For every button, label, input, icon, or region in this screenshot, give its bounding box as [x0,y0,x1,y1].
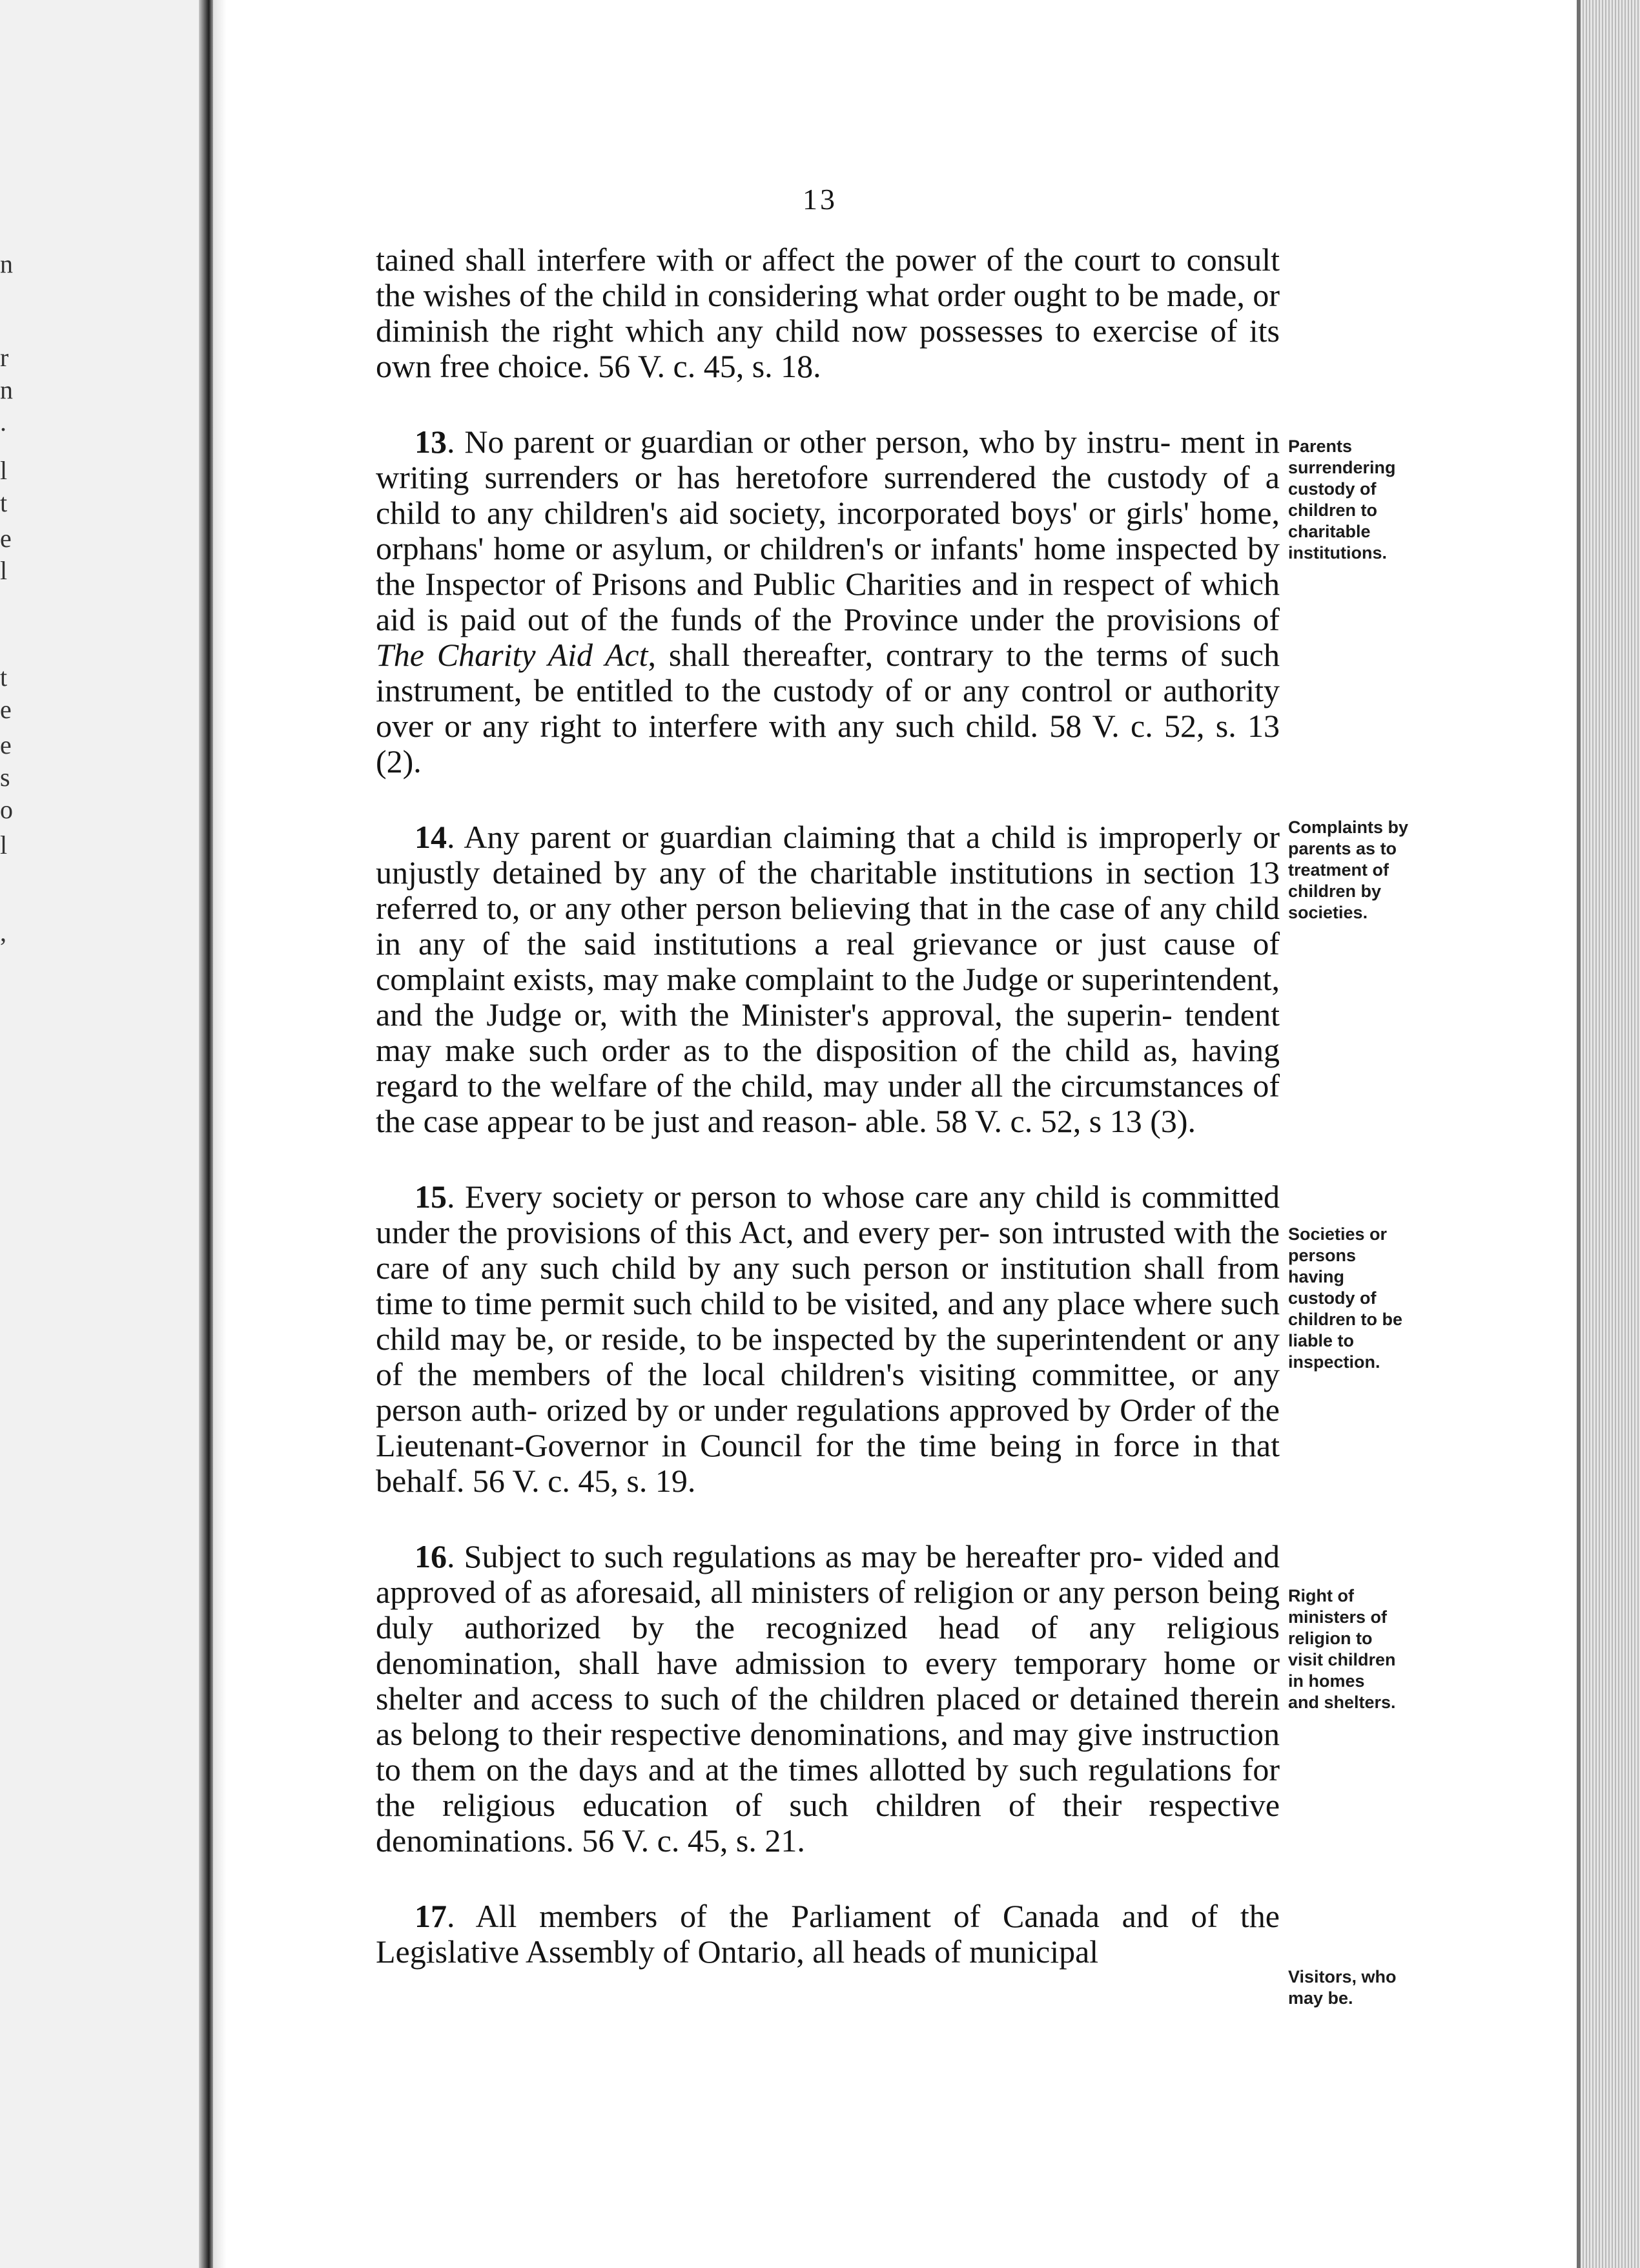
note-line: institutions. [1288,543,1387,562]
text-line: tendent may make such order as to the disposition of the [376,996,1280,1068]
text-line: institutions in section 13 referred to, or any other person [376,854,1280,926]
note-line: in homes [1288,1671,1365,1691]
marginal-note-14 [1288,817,1440,923]
left-edge-letter: l [0,456,8,485]
left-edge-letter: t [0,488,8,517]
section-15 [376,1179,1280,1499]
left-edge-letter: e [0,695,12,724]
left-edge-letter: l [0,556,8,585]
text-line: 56 V. c. 45, s. 21. [582,1822,805,1859]
section-17 [376,1899,1280,1970]
left-edge-letter: , [0,918,6,947]
note-line: children by [1288,881,1382,901]
note-line: persons [1288,1246,1357,1265]
text-line: denominations, and may give instruction to them on the days [376,1716,1280,1788]
text-line: placed or detained therein as belong to their respective [376,1680,1280,1752]
text-line: exists, may make complaint to the Judge or superintendent, [513,961,1280,997]
text-line: all the circumstances of the case appear to be just and reason- [376,1067,1280,1139]
marginal-note-13 [1288,436,1440,564]
marginal-note-16 [1288,1585,1440,1713]
note-line: Right of [1288,1586,1354,1605]
text-line: to be inspected by the superintendent or any of the members [376,1321,1280,1392]
note-line: Parents [1288,437,1353,456]
text-line: Lieutenant-Governor in Council for the time being in force in [376,1427,1218,1463]
paragraph-continuation [376,242,1280,384]
left-edge-letter: e [0,524,12,553]
text-line: vided and approved of as aforesaid, all ministers of religion [376,1538,1280,1610]
left-page-edge [0,0,213,2268]
text-line: of the local children's visiting committee, or any person auth- [376,1356,1280,1428]
note-line: and shelters. [1288,1693,1396,1712]
text-line: person or institution shall from time to time permit such child [376,1250,1280,1321]
text-line: possesses to exercise of its own free choice. 56 V. c. 45, s. 18. [376,313,1280,384]
marginal-note-15 [1288,1224,1440,1373]
text-line: able. 58 V. c. 52, s 13 (3). [865,1103,1196,1139]
left-edge-letter: n [0,249,13,278]
text-line: believing that in the case of any child in any of the said [376,890,1280,962]
text-line: . Every society or person to whose care any child is [447,1179,1132,1215]
section-16 [376,1539,1280,1859]
book-gutter [213,0,226,2268]
text-line: . Subject to such regulations as may be hereafter pro- [447,1538,1143,1574]
note-line: charitable [1288,522,1371,541]
section-14 [376,820,1280,1139]
left-edge-letter: n [0,375,13,404]
left-edge-letter: . [0,407,6,437]
text-line: committed under the provisions of this Act, and every per- [376,1179,1280,1250]
left-edge-letter: l [0,830,8,860]
body-text [376,242,1280,2010]
text-line: . All members of the Parliament of Canada and of the [447,1898,1280,1934]
marginal-note-17 [1288,1966,1440,2009]
statute-reference: The Charity Aid Act [376,637,648,673]
text-line: boys' or girls' home, orphans' home or asylum, or children's or [376,495,1280,566]
section-13 [376,424,1280,779]
section-number: 16 [415,1538,447,1574]
text-line: to be visited, and any place where such child may be, or reside, [376,1285,1280,1357]
text-line: of the Province under the provisions of [753,601,1280,637]
text-line: infants' home inspected by the Inspector of Prisons and Public [376,530,1280,602]
text-line: shall thereafter, contrary to the terms of such instrument, be [376,637,1280,708]
note-line: ministers of [1288,1607,1388,1627]
note-line: Societies or [1288,1224,1388,1244]
text-line: and at the times allotted by such regulations for the religious [376,1751,1280,1823]
text-line: institutions a real grievance or just cause of complaint [376,925,1280,997]
note-line: treatment of [1288,860,1389,880]
note-line: liable to [1288,1331,1355,1350]
text-line: temporary home or shelter and access to such of the children [376,1645,1280,1716]
note-line: having [1288,1267,1345,1286]
left-edge-letter: e [0,730,12,759]
page-number: 13 [803,183,837,216]
text-line: child as, having regard to the welfare of the child, may under [376,1032,1280,1104]
text-line: . No parent or guardian or other person, who by instru- [447,424,1171,460]
text-line: entitled to the custody of or any control or authority over or [376,672,1280,744]
section-number: 15 [415,1179,447,1215]
text-line: Charities and in respect of which aid is paid out of the funds [376,566,1280,637]
text-line: ought to be made, or diminish the right which any child now [376,277,1280,349]
note-line: surrendering [1288,458,1396,477]
text-line: improperly or unjustly detained by any of the charitable [376,819,1280,891]
left-edge-letter: s [0,763,10,792]
text-line: custody of a child to any children's aid society, incorporated [376,459,1280,531]
text-line: orized by or under regulations approved by Order of the [546,1392,1280,1428]
text-line: that behalf. 56 V. c. 45, s. 19. [376,1427,1280,1499]
note-line: custody of [1288,479,1377,499]
text-line: consult the wishes of the child in considering what order [376,242,1280,313]
left-edge-letter: o [0,795,13,824]
note-line: parents as to [1288,839,1397,858]
text-line: education of such children of their respective denominations. [376,1787,1280,1859]
text-line: or any person being duly authorized by the recognized head [376,1574,1280,1645]
text-line: any right to interfere with any such child. 58 V. c. 52, s. 13 (2). [376,708,1280,779]
text-line: ment in writing surrenders or has heretofore surrendered the [376,424,1280,495]
section-number: 17 [415,1898,447,1934]
page-stack-edge [1577,0,1640,2268]
section-number: 13 [415,424,447,460]
left-edge-letter: t [0,663,8,692]
section-number: 14 [415,819,447,855]
text-line: Legislative Assembly of Ontario, all heads of municipal [376,1933,1099,1970]
text-line: tained shall interfere with or affect the power of the court to [376,242,1176,278]
note-line: Complaints by [1288,818,1409,837]
left-edge-letter: r [0,343,9,372]
text-line: and the Judge or, with the Minister's approval, the superin- [376,996,1173,1033]
note-line: visit children [1288,1650,1396,1669]
note-line: Visitors, who [1288,1967,1397,1986]
note-line: societies. [1288,903,1368,922]
note-line: religion to [1288,1629,1373,1648]
note-line: children to be [1288,1310,1403,1329]
note-line: custody of [1288,1288,1377,1308]
text-line: of any religious denomination, shall have admission to every [376,1609,1280,1681]
note-line: children to [1288,500,1378,520]
text-line: son intrusted with the care of any such child by any such [376,1214,1280,1286]
note-line: inspection. [1288,1352,1380,1372]
punctuation: , [648,637,657,673]
note-line: may be. [1288,1988,1353,2008]
text-line: . Any parent or guardian claiming that a child is [447,819,1088,855]
